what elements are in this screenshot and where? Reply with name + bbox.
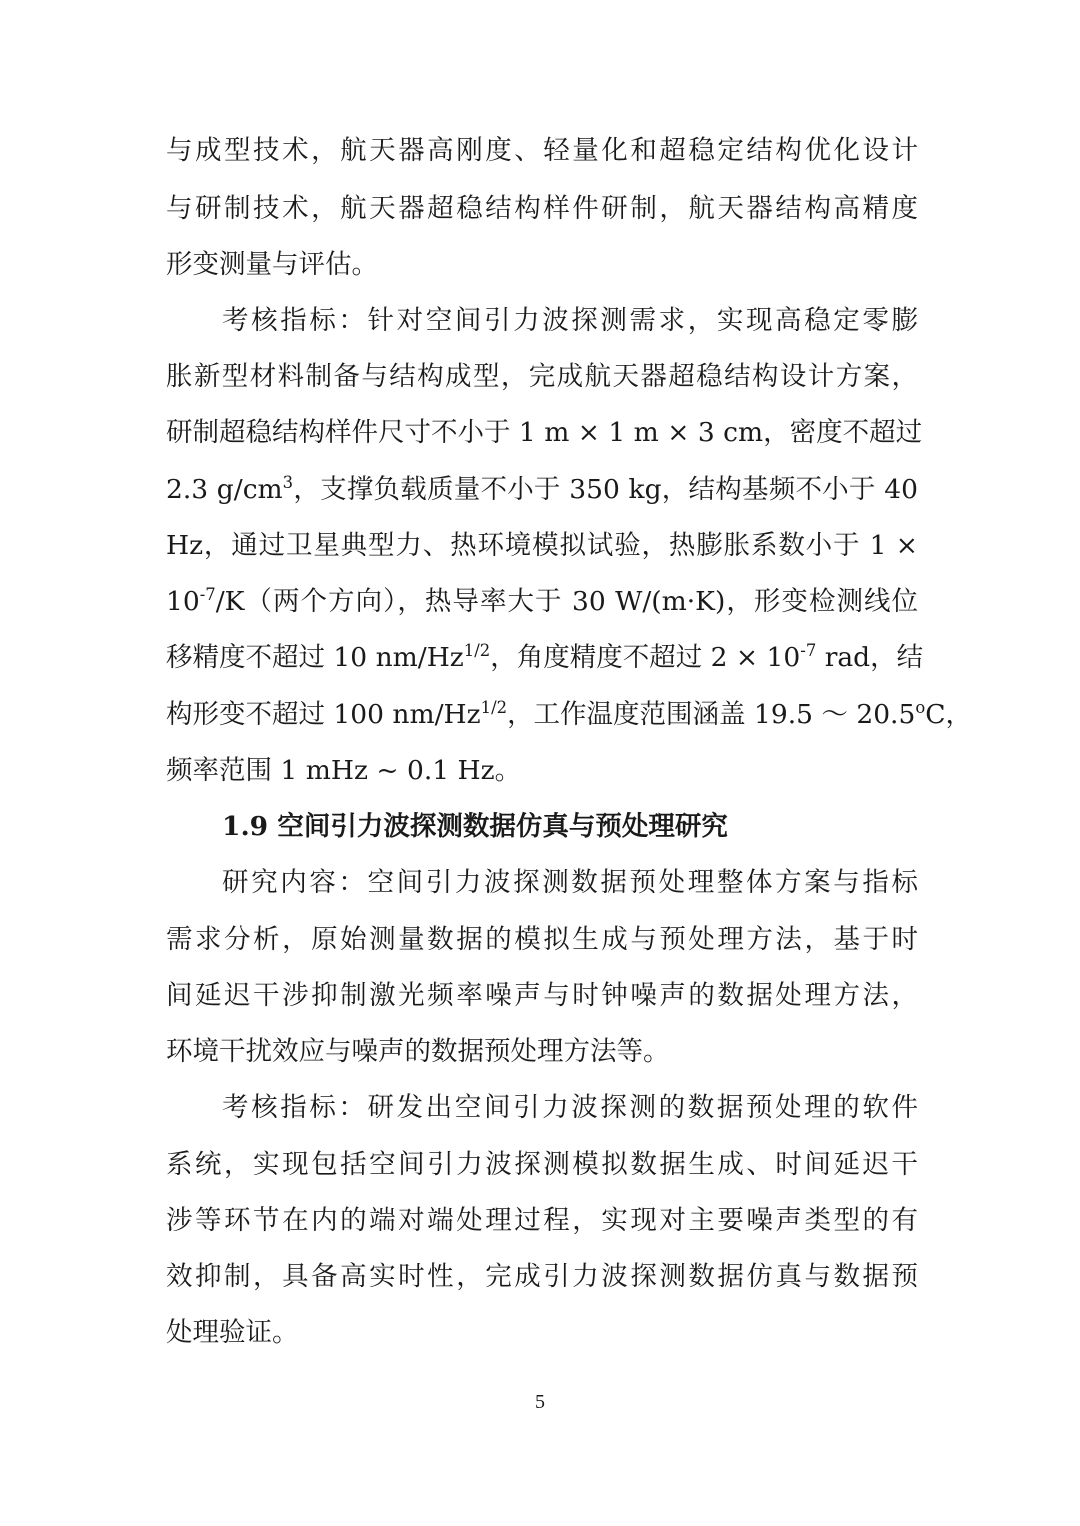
text-line: 形变测量与评估。: [166, 249, 378, 280]
text-line: 需求分析，原始测量数据的模拟生成与预处理方法，基于时: [166, 924, 918, 955]
text-line: Hz，通过卫星典型力、热环境模拟试验，热膨胀系数小于 1 ×: [166, 530, 918, 561]
text-line: 移精度不超过 10 $nm/Hz^{1/2}$，角度精度不超过 $2 \times 10^{-7}$ rad，结: [166, 640, 924, 673]
text-line: 研究内容：空间引力波探测数据预处理整体方案与指标: [222, 867, 918, 898]
text-line: 间延迟干涉抑制激光频率噪声与时钟噪声的数据处理方法，: [166, 980, 918, 1011]
text-line: 考核指标：研发出空间引力波探测的数据预处理的软件: [222, 1092, 918, 1123]
text-line: 与成型技术，航天器高刚度、轻量化和超稳定结构优化设计: [166, 135, 918, 166]
text-line: 与研制技术，航天器超稳结构样件研制，航天器结构高精度: [166, 193, 918, 224]
page-number: 5: [535, 1391, 545, 1413]
text-line: 系统，实现包括空间引力波探测模拟数据生成、时间延迟干: [166, 1149, 918, 1180]
text-line: 频率范围 1 mHz ~ 0.1 Hz。: [166, 755, 522, 786]
text-line: 效抑制，具备高实时性，完成引力波探测数据仿真与数据预: [166, 1261, 918, 1292]
text-line: 构形变不超过 100 $nm/Hz^{1/2}$，工作温度范围涵盖 19.5 ～ 20.5$^o$C，: [166, 697, 973, 730]
text-line: 考核指标：针对空间引力波探测需求，实现高稳定零膨: [222, 305, 918, 336]
text-line: $10^{-7}/K$（两个方向），热导率大于 30 W/(m·K)，形变检测线位: [166, 584, 918, 617]
text-line: 环境干扰效应与噪声的数据预处理方法等。: [166, 1036, 670, 1067]
text-line: 涉等环节在内的端对端处理过程，实现对主要噪声类型的有: [166, 1205, 918, 1236]
text-line: 处理验证。: [166, 1317, 299, 1348]
section-heading: 1.9 空间引力波探测数据仿真与预处理研究: [222, 811, 728, 842]
text-line: 研制超稳结构样件尺寸不小于 1 m × 1 m × 3 cm，密度不超过: [166, 417, 923, 448]
text-line: 2.3 $g/cm^3$，支撑负载质量不小于 350 kg，结构基频不小于 40: [166, 472, 919, 505]
text-line: 胀新型材料制备与结构成型，完成航天器超稳结构设计方案，: [166, 361, 918, 392]
